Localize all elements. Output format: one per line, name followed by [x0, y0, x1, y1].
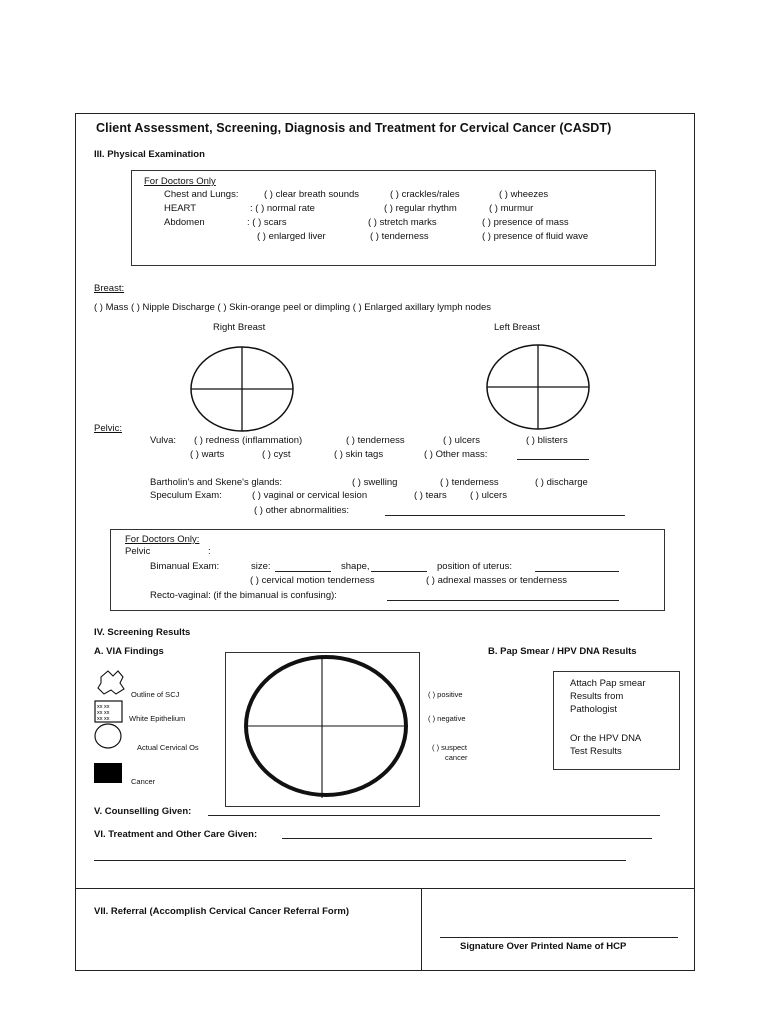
treatment-field-2[interactable] [94, 860, 626, 861]
right-breast-label: Right Breast [213, 322, 266, 333]
pelvic-sub-label: Pelvic [125, 546, 151, 557]
speculum-option-other[interactable]: ( ) other abnormalities: [254, 505, 350, 516]
vulva-option-other-mass[interactable]: ( ) Other mass: [424, 449, 488, 460]
referral-divider [75, 888, 695, 889]
bartholin-option-discharge[interactable]: ( ) discharge [535, 477, 588, 488]
speculum-option-lesion[interactable]: ( ) vaginal or cervical lesion [252, 490, 368, 501]
attach-line-3: Pathologist [570, 704, 618, 715]
form-title: Client Assessment, Screening, Diagnosis and Treatment for Cervical Cancer (CASDT) [96, 121, 612, 135]
breast-options[interactable]: ( ) Mass ( ) Nipple Discharge ( ) Skin-orange peel or dimpling ( ) Enlarged axillary lymph nodes [94, 302, 492, 313]
treatment-field[interactable] [282, 838, 652, 839]
legend-scj: Outline of SCJ [131, 690, 180, 699]
speculum-option-tears[interactable]: ( ) tears [414, 490, 447, 501]
doctors-pelvic-label: For Doctors Only: [125, 534, 200, 545]
treatment-label: VI. Treatment and Other Care Given: [94, 829, 258, 840]
bimanual-label: Bimanual Exam: [150, 561, 220, 572]
result-cancer: cancer [445, 753, 468, 762]
vulva-label: Vulva: [150, 435, 177, 446]
position-label: position of uterus: [437, 561, 512, 572]
chest-option-clear[interactable]: ( ) clear breath sounds [264, 189, 360, 200]
vulva-option-tenderness[interactable]: ( ) tenderness [346, 435, 405, 446]
via-findings-label: A. VIA Findings [94, 646, 164, 657]
heart-label: HEART [164, 203, 197, 214]
doctors-only-label: For Doctors Only [144, 176, 216, 187]
counselling-field[interactable] [208, 815, 660, 816]
bartholin-label: Bartholin's and Skene's glands: [150, 477, 282, 488]
abdomen-option-stretch[interactable]: ( ) stretch marks [368, 217, 437, 228]
physical-exam-heading: III. Physical Examination [94, 149, 205, 160]
signature-field[interactable] [440, 937, 678, 938]
attach-line-2: Results from [570, 691, 624, 702]
recto-label: Recto-vaginal: (if the bimanual is confusing): [150, 590, 337, 601]
chest-label: Chest and Lungs: [164, 189, 239, 200]
screening-heading: IV. Screening Results [94, 627, 191, 638]
vulva-option-warts[interactable]: ( ) warts [190, 449, 225, 460]
cmt-option[interactable]: ( ) cervical motion tenderness [250, 575, 375, 586]
referral-vertical-divider [421, 888, 422, 971]
speculum-option-ulcers[interactable]: ( ) ulcers [470, 490, 507, 501]
abdomen-option-liver[interactable]: ( ) enlarged liver [257, 231, 326, 242]
result-negative[interactable]: ( ) negative [428, 714, 466, 723]
shape-label: shape, [341, 561, 370, 572]
svg-text:xx xx: xx xx [97, 716, 110, 722]
attach-line-4: Or the HPV DNA [570, 733, 642, 744]
pelvic-colon: : [208, 546, 211, 557]
counselling-label: V. Counselling Given: [94, 806, 192, 817]
abdomen-option-tenderness[interactable]: ( ) tenderness [370, 231, 429, 242]
abdomen-option-mass[interactable]: ( ) presence of mass [482, 217, 569, 228]
result-suspect[interactable]: ( ) suspect [432, 743, 468, 752]
size-label: size: [251, 561, 271, 572]
svg-text:xx xx: xx xx [97, 710, 110, 716]
vulva-option-cyst[interactable]: ( ) cyst [262, 449, 291, 460]
pap-label: B. Pap Smear / HPV DNA Results [488, 646, 637, 657]
vulva-option-skin-tags[interactable]: ( ) skin tags [334, 449, 384, 460]
svg-text:xx xx: xx xx [97, 704, 110, 710]
speculum-label: Speculum Exam: [150, 490, 222, 501]
left-breast-label: Left Breast [494, 322, 540, 333]
vulva-option-ulcers[interactable]: ( ) ulcers [443, 435, 480, 446]
legend-cancer: Cancer [131, 777, 156, 786]
adnexal-option[interactable]: ( ) adnexal masses or tenderness [426, 575, 567, 586]
heart-option-normal[interactable]: : ( ) normal rate [250, 203, 315, 214]
abdomen-label: Abdomen [164, 217, 205, 228]
attach-line-5: Test Results [570, 746, 622, 757]
legend-white-epithelium: White Epithelium [129, 714, 186, 723]
legend-cervical-os: Actual Cervical Os [137, 743, 199, 752]
abdomen-option-fluid[interactable]: ( ) presence of fluid wave [482, 231, 589, 242]
attach-line-1: Attach Pap smear [570, 678, 646, 689]
chest-option-crackles[interactable]: ( ) crackles/rales [390, 189, 460, 200]
vulva-option-redness[interactable]: ( ) redness (inflammation) [194, 435, 303, 446]
breast-label: Breast: [94, 283, 125, 294]
abdomen-option-scars[interactable]: : ( ) scars [247, 217, 287, 228]
bartholin-option-swelling[interactable]: ( ) swelling [352, 477, 398, 488]
signature-label: Signature Over Printed Name of HCP [460, 941, 627, 952]
heart-option-murmur[interactable]: ( ) murmur [489, 203, 534, 214]
chest-option-wheezes[interactable]: ( ) wheezes [499, 189, 549, 200]
result-positive[interactable]: ( ) positive [428, 690, 463, 699]
bartholin-option-tenderness[interactable]: ( ) tenderness [440, 477, 499, 488]
pelvic-label: Pelvic: [94, 423, 122, 434]
vulva-option-blisters[interactable]: ( ) blisters [526, 435, 568, 446]
referral-label: VII. Referral (Accomplish Cervical Cancer Referral Form) [94, 906, 350, 917]
heart-option-regular[interactable]: ( ) regular rhythm [384, 203, 457, 214]
